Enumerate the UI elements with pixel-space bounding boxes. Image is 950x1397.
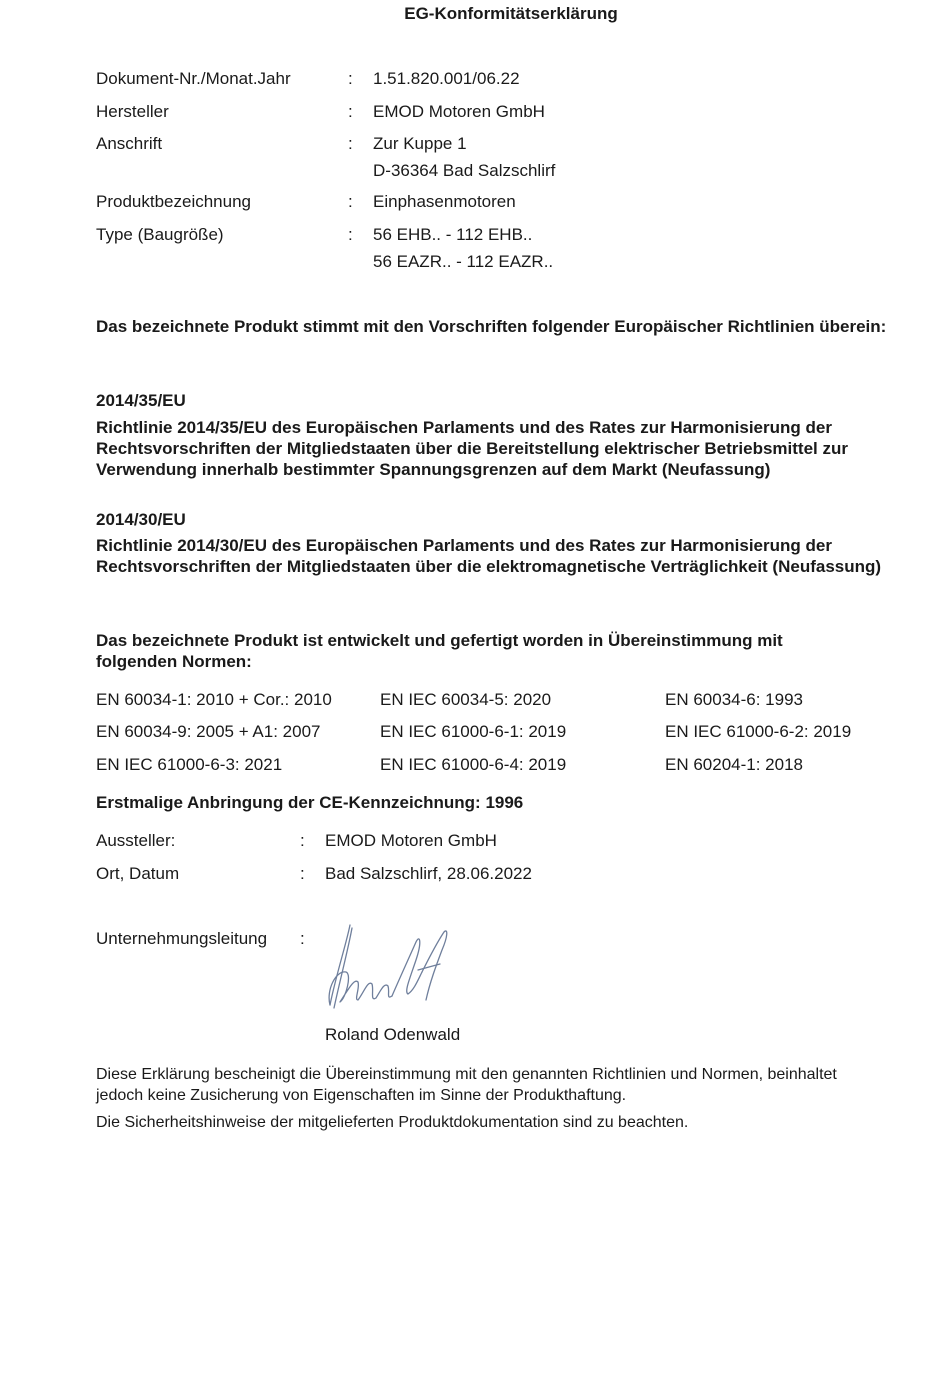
field-value-type-eazr: 56 EAZR.. - 112 EAZR.. [373, 252, 554, 271]
issuer-label: Aussteller: [96, 831, 176, 850]
norm-item: EN IEC 61000-6-1: 2019 [380, 722, 567, 741]
field-value-doc-no: 1.51.820.001/06.22 [373, 69, 520, 88]
ce-marking: Erstmalige Anbringung der CE-Kennzeichnung: 1996 [96, 793, 524, 812]
field-label-manufacturer: Hersteller [96, 102, 169, 121]
norm-item: EN 60034-9: 2005 + A1: 2007 [96, 722, 321, 741]
norm-item: EN 60034-1: 2010 + Cor.: 2010 [96, 690, 332, 709]
field-label-type: Type (Baugröße) [96, 225, 224, 244]
directive-code-emc: 2014/30/EU [96, 510, 186, 529]
directives-intro: Das bezeichnete Produkt stimmt mit den Vorschriften folgender Europäischer Richtlinien überein: [96, 317, 887, 336]
norm-item: EN 60034-6: 1993 [665, 690, 803, 709]
norm-item: EN IEC 61000-6-4: 2019 [380, 755, 567, 774]
directive-text-emc: Richtlinie 2014/30/EU des Europäischen Parlaments und des Rates zur Harmonisierung der Rechtsvorschriften der Mitgliedstaaten über die elektromagnetische Verträglichkeit (Neufassung) [96, 536, 882, 576]
footer-disclaimer: Diese Erklärung bescheinigt die Übereinstimmung mit den genannten Richtlinien und Normen, beinhaltet jedoch keine Zusicherung von Eigenschaften im Sinne der Produkthaftung. [96, 1066, 837, 1104]
issuer-colon: : [300, 831, 305, 850]
management-label: Unternehmungsleitung [96, 929, 268, 948]
field-colon: : [348, 134, 353, 153]
norm-item: EN IEC 61000-6-3: 2021 [96, 755, 283, 774]
document-title: EG-Konformitätserklärung [404, 4, 618, 23]
field-value-manufacturer: EMOD Motoren GmbH [373, 102, 545, 121]
field-value-product: Einphasenmotoren [373, 192, 516, 211]
norm-item: EN IEC 60034-5: 2020 [380, 690, 552, 709]
norm-item: EN IEC 61000-6-2: 2019 [665, 722, 852, 741]
field-value-type-ehb: 56 EHB.. - 112 EHB.. [373, 225, 533, 244]
field-value-address-city: D-36364 Bad Salzschlirf [373, 161, 556, 180]
field-label-product: Produktbezeichnung [96, 192, 252, 211]
field-value-address-street: Zur Kuppe 1 [373, 134, 467, 153]
field-colon: : [348, 225, 353, 244]
field-colon: : [348, 102, 353, 121]
signer-name: Roland Odenwald [325, 1025, 461, 1044]
directive-code-lvd: 2014/35/EU [96, 391, 186, 410]
norms-intro: Das bezeichnete Produkt ist entwickelt und gefertigt worden in Übereinstimmung mit folgenden Normen: [96, 631, 783, 671]
field-label-address: Anschrift [96, 134, 163, 153]
place-date-label: Ort, Datum [96, 864, 180, 883]
management-colon: : [300, 929, 305, 948]
field-colon: : [348, 192, 353, 211]
norm-item: EN 60204-1: 2018 [665, 755, 803, 774]
place-date-value: Bad Salzschlirf, 28.06.2022 [325, 864, 532, 883]
signature-image [318, 920, 458, 1015]
footer-safety-note: Die Sicherheitshinweise der mitgelieferten Produktdokumentation sind zu beachten. [96, 1114, 689, 1131]
directive-text-lvd: Richtlinie 2014/35/EU des Europäischen Parlaments und des Rates zur Harmonisierung der Rechtsvorschriften der Mitgliedstaaten über die Bereitstellung elektrischer Betriebsmittel zur Verwendung innerhalb bestimmter Spannungsgrenzen auf dem Markt (Neufassung) [96, 418, 848, 479]
issuer-value: EMOD Motoren GmbH [325, 831, 497, 850]
field-colon: : [348, 69, 353, 88]
place-date-colon: : [300, 864, 305, 883]
field-label-doc-no: Dokument-Nr./Monat.Jahr [96, 69, 291, 88]
